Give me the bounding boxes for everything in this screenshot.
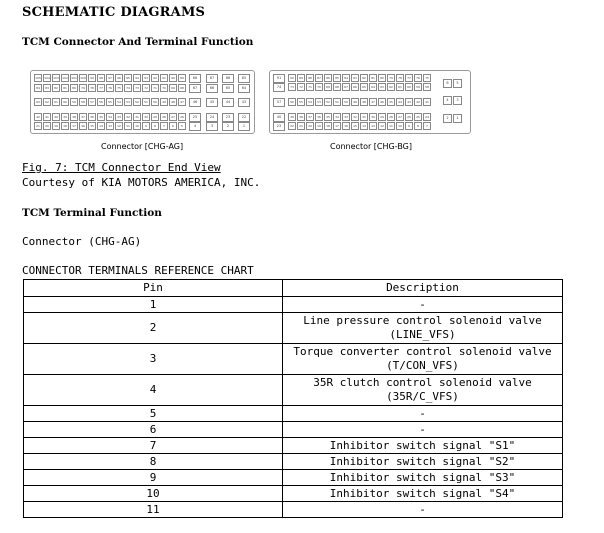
description-line: -: [419, 502, 426, 516]
connector-pin: 16: [79, 122, 87, 130]
connector-pin: 90: [288, 74, 296, 82]
connector-pin: 47: [178, 98, 186, 106]
connector-pin-block: 85: [238, 74, 250, 83]
connector-pin: 37: [79, 113, 87, 121]
connector-line: Connector (CHG-AG): [22, 235, 142, 248]
description-line: Line pressure control solenoid valve: [303, 314, 542, 327]
connector-pin: 79: [387, 74, 395, 82]
connector-pin: 90: [169, 74, 177, 82]
connector-pin: 65: [360, 83, 368, 91]
table-row: [24, 470, 563, 486]
page-title: SCHEMATIC DIAGRAMS: [22, 5, 206, 20]
connector-a-pin-row: [34, 84, 186, 92]
connector-pin: 32: [351, 113, 359, 121]
connector-pin: 46: [378, 98, 386, 106]
connector-chg-ag-diagram: [30, 70, 255, 134]
connector-pin: 14: [360, 122, 368, 130]
connector-pin-block: 67: [189, 84, 201, 93]
description-line: Inhibitor switch signal "S2": [329, 454, 516, 468]
connector-pin: 37: [306, 113, 314, 121]
description-line: -: [419, 422, 426, 436]
description-cell: [283, 297, 563, 313]
description-cell: [283, 344, 563, 375]
pin-cell: 1: [24, 297, 283, 313]
connector-pin-block: 57: [273, 98, 285, 107]
connector-pin: 35: [324, 113, 332, 121]
connector-pin: 35: [97, 113, 105, 121]
terminal-function-title: TCM Terminal Function: [22, 207, 162, 219]
connector-pin-block: 74: [273, 83, 285, 92]
connector-pin: 77: [405, 74, 413, 82]
connector-pin: 86: [324, 74, 332, 82]
connector-pin: 7: [160, 122, 168, 130]
connector-pin-block: 91: [273, 74, 285, 83]
connector-pin: 15: [351, 122, 359, 130]
connector-pin-block: 22: [238, 113, 250, 122]
connector-pin: 15: [88, 122, 96, 130]
connector-pin-block: 2: [222, 122, 234, 131]
connector-pin: 62: [43, 98, 51, 106]
description-line: (35R/C_VFS): [386, 390, 459, 403]
connector-pin: 55: [297, 98, 305, 106]
connector-pin: 78: [396, 74, 404, 82]
connector-pin: 18: [324, 122, 332, 130]
pin-cell: 6: [24, 422, 283, 438]
connector-pin: 59: [70, 98, 78, 106]
connector-pin: 41: [43, 113, 51, 121]
connector-pin-block: 3: [206, 122, 218, 131]
connector-pin: 103: [53, 76, 59, 80]
connector-pin-block: 6: [443, 79, 452, 88]
connector-pin: 81: [369, 74, 377, 82]
connector-pin: 19: [52, 122, 60, 130]
connector-pin: 8: [151, 122, 159, 130]
description-line: -: [419, 406, 426, 420]
connector-pin: 59: [414, 83, 422, 91]
connector-pin: 71: [306, 83, 314, 91]
connector-pin: 67: [342, 83, 350, 91]
description-line: 35R clutch control solenoid valve: [313, 376, 532, 389]
connector-pin: 50: [342, 98, 350, 106]
description-cell: [283, 502, 563, 518]
connector-pin: 10: [133, 122, 141, 130]
connector-pin: 57: [88, 98, 96, 106]
connector-pin: 83: [351, 74, 359, 82]
connector-pin: 31: [133, 113, 141, 121]
description-line: Torque converter control solenoid valve: [293, 345, 552, 358]
pin-cell: 11: [24, 502, 283, 518]
connector-pin: 64: [369, 83, 377, 91]
connector-pin: 31: [360, 113, 368, 121]
connector-pin: 68: [178, 84, 186, 92]
connector-pin: 16: [342, 122, 350, 130]
connector-pin: 97: [106, 74, 114, 82]
description-cell: [283, 313, 563, 344]
connector-pin: 88: [306, 74, 314, 82]
table-row: [24, 454, 563, 470]
connector-pin: 74: [124, 84, 132, 92]
figure-caption: Fig. 7: TCM Connector End View: [22, 161, 221, 174]
connector-pin: 21: [297, 122, 305, 130]
table-row: [24, 344, 563, 375]
connector-pin: 33: [115, 113, 123, 121]
connector-pin: 85: [333, 74, 341, 82]
connector-pin-block: 46: [189, 98, 201, 107]
connector-pin: 14: [97, 122, 105, 130]
connector-pin: 8: [414, 122, 422, 130]
reference-chart-table: [23, 279, 563, 518]
connector-a-pin-row: [34, 122, 186, 130]
connector-pin: 22: [288, 122, 296, 130]
connector-pin: 12: [378, 122, 386, 130]
connector-pin: 61: [396, 83, 404, 91]
connector-pin: 49: [160, 98, 168, 106]
connector-pin: 104: [44, 76, 50, 80]
connector-pin: 36: [315, 113, 323, 121]
connector-pin-block: 64: [238, 84, 250, 93]
connector-b-pin-row: [288, 98, 431, 106]
connector-pin: 91: [160, 74, 168, 82]
connector-pin: 78: [88, 84, 96, 92]
connector-pin-block: 4: [443, 96, 452, 105]
connector-pin: 61: [52, 98, 60, 106]
connector-pin: 73: [288, 83, 296, 91]
connector-pin: 9: [142, 122, 150, 130]
chart-title: CONNECTOR TERMINALS REFERENCE CHART: [22, 264, 254, 277]
connector-pin-block: 1: [238, 122, 250, 131]
pin-cell: 8: [24, 454, 283, 470]
connector-a-label: Connector [CHG-AG]: [101, 142, 184, 151]
table-row: [24, 486, 563, 502]
connector-pin: 68: [333, 83, 341, 91]
connector-pin: 17: [333, 122, 341, 130]
connector-pin: 30: [369, 113, 377, 121]
table-row: [24, 502, 563, 518]
table-row: [24, 297, 563, 313]
connector-pin: 25: [414, 113, 422, 121]
table-row: [24, 438, 563, 454]
connector-pin: 105: [35, 76, 41, 80]
connector-pin: 92: [151, 74, 159, 82]
connector-pin: 80: [70, 84, 78, 92]
connector-pin: 10: [396, 122, 404, 130]
connector-pin: 99: [88, 74, 96, 82]
pin-cell: 7: [24, 438, 283, 454]
connector-b-pin-row: [288, 74, 431, 82]
connector-pin: 30: [142, 113, 150, 121]
connector-pin-block: 88: [189, 74, 201, 83]
description-line: Inhibitor switch signal "S4": [329, 486, 516, 500]
connector-pin-block: 66: [206, 84, 218, 93]
connector-pin: 7: [423, 122, 431, 130]
connector-pin: 82: [360, 74, 368, 82]
connector-pin: 89: [178, 74, 186, 82]
connector-a-pin-row: [34, 98, 186, 106]
connector-pin: 75: [115, 84, 123, 92]
connector-pin: 11: [387, 122, 395, 130]
connector-pin: 11: [124, 122, 132, 130]
connector-b-pin-row: [288, 113, 431, 121]
description-column-header: Description: [283, 280, 563, 297]
description-cell: [283, 438, 563, 454]
connector-pin: 84: [34, 84, 42, 92]
connector-pin: 34: [333, 113, 341, 121]
connector-pin: 89: [297, 74, 305, 82]
description-line: (LINE_VFS): [389, 328, 456, 341]
table-header-row: [24, 280, 563, 297]
connector-pin: 69: [324, 83, 332, 91]
pin-column-header: Pin: [24, 280, 283, 297]
connector-pin-block: 43: [238, 98, 250, 107]
pin-cell: 2: [24, 313, 283, 344]
connector-pin: 27: [169, 113, 177, 121]
connector-pin: 40: [52, 113, 60, 121]
table-row: [24, 406, 563, 422]
description-cell: [283, 470, 563, 486]
pin-cell: 4: [24, 375, 283, 406]
connector-pin: 48: [360, 98, 368, 106]
connector-pin: 53: [315, 98, 323, 106]
connector-pin: 75: [423, 74, 431, 82]
connector-pin: 95: [124, 74, 132, 82]
connector-pin: 43: [405, 98, 413, 106]
section-title: TCM Connector And Terminal Function: [22, 36, 254, 48]
connector-pin: 73: [133, 84, 141, 92]
pin-cell: 10: [24, 486, 283, 502]
connector-pin: 6: [169, 122, 177, 130]
connector-a-pin-row: [34, 113, 186, 121]
connector-pin: 81: [61, 84, 69, 92]
connector-pin: 18: [61, 122, 69, 130]
connector-pin-block: 65: [222, 84, 234, 93]
connector-pin: 41: [423, 98, 431, 106]
connector-pin: 102: [62, 76, 68, 80]
connector-pin-block: 25: [189, 113, 201, 122]
connector-pin-block: 2: [443, 114, 452, 123]
connector-pin: 70: [315, 83, 323, 91]
connector-pin-block: 4: [189, 122, 201, 131]
connector-pin: 33: [342, 113, 350, 121]
connector-pin: 20: [306, 122, 314, 130]
connector-pin-block: 5: [453, 79, 462, 88]
connector-pin-block: 3: [453, 96, 462, 105]
connector-pin: 27: [396, 113, 404, 121]
connector-pin: 26: [178, 113, 186, 121]
connector-pin: 51: [142, 98, 150, 106]
connector-pin: 79: [79, 84, 87, 92]
connector-pin: 55: [106, 98, 114, 106]
connector-pin: 93: [142, 74, 150, 82]
connector-pin-block: 23: [273, 122, 285, 131]
table-row: [24, 313, 563, 344]
connector-pin-block: 23: [222, 113, 234, 122]
connector-pin: 69: [169, 84, 177, 92]
connector-pin: 42: [414, 98, 422, 106]
connector-b-pin-row: [288, 122, 431, 130]
connector-pin: 100: [80, 76, 86, 80]
connector-pin: 77: [97, 84, 105, 92]
connector-pin: 63: [34, 98, 42, 106]
connector-pin: 24: [423, 113, 431, 121]
connector-pin: 45: [387, 98, 395, 106]
connector-pin: 82: [52, 84, 60, 92]
description-line: Inhibitor switch signal "S3": [329, 470, 516, 484]
connector-pin: 66: [351, 83, 359, 91]
description-line: (T/CON_VFS): [386, 359, 459, 372]
connector-pin: 62: [387, 83, 395, 91]
connector-pin: 60: [61, 98, 69, 106]
pin-cell: 9: [24, 470, 283, 486]
connector-pin: 17: [70, 122, 78, 130]
description-cell: [283, 486, 563, 502]
connector-chg-bg-diagram: [269, 70, 471, 134]
connector-pin: 13: [106, 122, 114, 130]
connector-a-pin-row: [34, 74, 186, 82]
connector-pin-block: 40: [273, 113, 285, 122]
connector-pin: 56: [97, 98, 105, 106]
connector-pin: 39: [61, 113, 69, 121]
connector-pin: 5: [178, 122, 186, 130]
connector-pin: 9: [405, 122, 413, 130]
connector-pin: 28: [387, 113, 395, 121]
courtesy-text: Courtesy of KIA MOTORS AMERICA, INC.: [22, 176, 261, 189]
connector-pin: 76: [414, 74, 422, 82]
connector-pin: 12: [115, 122, 123, 130]
connector-b-label: Connector [CHG-BG]: [330, 142, 412, 151]
connector-pin: 53: [124, 98, 132, 106]
table-row: [24, 422, 563, 438]
description-line: -: [419, 297, 426, 311]
connector-pin: 48: [169, 98, 177, 106]
connector-pin: 13: [369, 122, 377, 130]
table-row: [24, 375, 563, 406]
connector-pin: 72: [297, 83, 305, 91]
connector-pin: 76: [106, 84, 114, 92]
connector-pin: 72: [142, 84, 150, 92]
connector-pin: 54: [306, 98, 314, 106]
connector-pin: 52: [324, 98, 332, 106]
connector-pin: 50: [151, 98, 159, 106]
connector-pin: 94: [133, 74, 141, 82]
connector-pin: 101: [71, 76, 77, 80]
connector-pin: 29: [151, 113, 159, 121]
connector-pin: 44: [396, 98, 404, 106]
pin-cell: 5: [24, 406, 283, 422]
description-cell: [283, 422, 563, 438]
connector-pin: 60: [405, 83, 413, 91]
connector-pin: 56: [288, 98, 296, 106]
connector-pin: 49: [351, 98, 359, 106]
connector-pin-block: 87: [206, 74, 218, 83]
connector-pin: 54: [115, 98, 123, 106]
connector-pin: 38: [297, 113, 305, 121]
connector-pin: 51: [333, 98, 341, 106]
description-cell: [283, 454, 563, 470]
connector-pin: 83: [43, 84, 51, 92]
connector-pin-block: 1: [453, 114, 462, 123]
connector-pin: 38: [70, 113, 78, 121]
connector-pin-block: 45: [206, 98, 218, 107]
connector-pin: 19: [315, 122, 323, 130]
connector-b-pin-row: [288, 83, 431, 91]
connector-pin-block: 44: [222, 98, 234, 107]
description-line: Inhibitor switch signal "S1": [329, 438, 516, 452]
description-cell: [283, 406, 563, 422]
connector-pin: 96: [115, 74, 123, 82]
pin-cell: 3: [24, 344, 283, 375]
connector-pin: 52: [133, 98, 141, 106]
connector-pin: 29: [378, 113, 386, 121]
connector-pin: 58: [79, 98, 87, 106]
connector-pin: 84: [342, 74, 350, 82]
connector-pin: 36: [88, 113, 96, 121]
connector-pin: 87: [315, 74, 323, 82]
connector-pin: 70: [160, 84, 168, 92]
connector-pin: 28: [160, 113, 168, 121]
connector-pin: 21: [34, 122, 42, 130]
description-cell: [283, 375, 563, 406]
connector-pin: 20: [43, 122, 51, 130]
connector-pin: 71: [151, 84, 159, 92]
connector-pin: 34: [106, 113, 114, 121]
connector-pin: 42: [34, 113, 42, 121]
connector-pin: 98: [97, 74, 105, 82]
connector-pin: 80: [378, 74, 386, 82]
connector-pin-block: 24: [206, 113, 218, 122]
connector-pin: 39: [288, 113, 296, 121]
connector-pin: 26: [405, 113, 413, 121]
connector-pin: 32: [124, 113, 132, 121]
connector-pin-block: 86: [222, 74, 234, 83]
connector-pin: 58: [423, 83, 431, 91]
connector-pin: 47: [369, 98, 377, 106]
connector-pin: 63: [378, 83, 386, 91]
